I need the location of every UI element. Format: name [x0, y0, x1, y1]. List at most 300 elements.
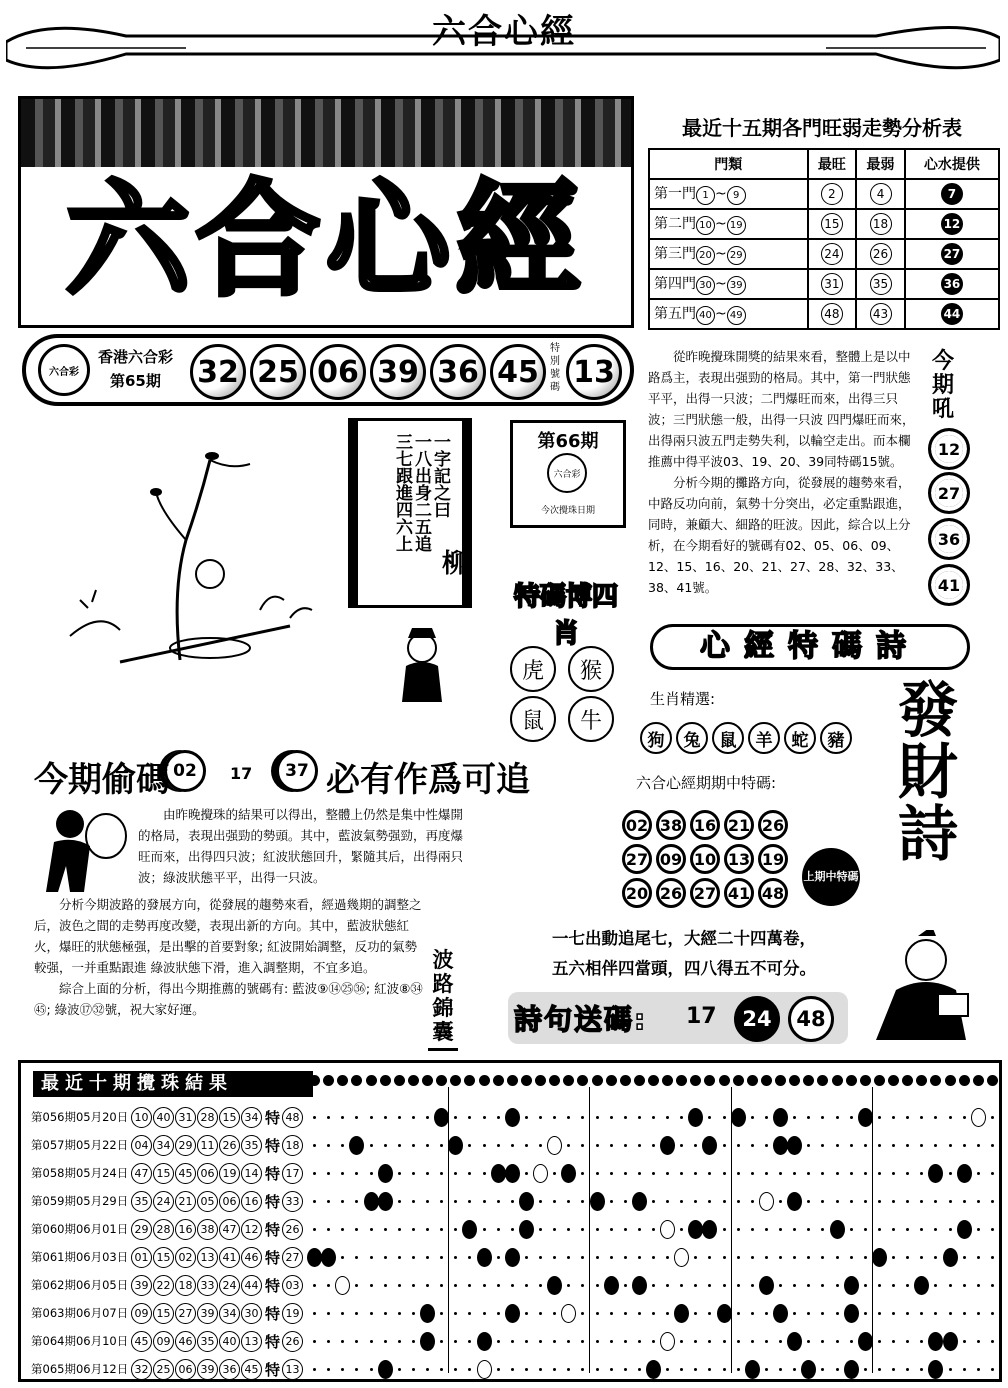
trend-dot [370, 1256, 373, 1259]
trend-dot [341, 1340, 344, 1343]
history-ball: 14 [241, 1163, 262, 1184]
trend-mark [646, 1360, 661, 1379]
trend-dot [807, 1256, 810, 1259]
trend-dot [737, 1200, 740, 1203]
trend-dot [779, 1172, 782, 1175]
zodiac-pick: 猴 [568, 646, 614, 692]
trend-dot [920, 1256, 923, 1259]
history-ball: 24 [219, 1275, 240, 1296]
side-ball: 36 [928, 518, 970, 560]
trend-dot [977, 1228, 980, 1231]
trend-dot [370, 1228, 373, 1231]
trend-mark [519, 1220, 534, 1239]
hot-number: 2 [821, 183, 843, 205]
history-ball: 15 [153, 1163, 174, 1184]
trend-dot [412, 1256, 415, 1259]
history-row [31, 1131, 304, 1159]
trend-dot [610, 1144, 613, 1147]
trend-mark [773, 1136, 788, 1155]
trend-dot [821, 1312, 824, 1315]
result-ball: 36 [430, 344, 486, 400]
trend-dot [581, 1228, 584, 1231]
history-ball: 15 [153, 1247, 174, 1268]
history-ball: 18 [175, 1275, 196, 1296]
trend-dot [906, 1368, 909, 1371]
trend-dot [412, 1340, 415, 1343]
trend-dot [370, 1368, 373, 1371]
trend-dot [468, 1256, 471, 1259]
trend-dot [878, 1116, 881, 1119]
thief-illustration [40, 806, 130, 892]
trend-mark [307, 1248, 322, 1267]
history-ball: 41 [219, 1247, 240, 1268]
trend-dot [850, 1144, 853, 1147]
cold-number: 26 [870, 243, 892, 265]
trend-dot [581, 1256, 584, 1259]
trend-mark [335, 1276, 350, 1295]
trend-dot [384, 1312, 387, 1315]
trend-header-ball [337, 1075, 348, 1086]
history-ball: 32 [131, 1359, 152, 1380]
trend-dot [694, 1284, 697, 1287]
trend-dot [539, 1340, 542, 1343]
trend-dot [666, 1116, 669, 1119]
hit-number-ball: 13 [724, 844, 754, 874]
trend-dot [765, 1340, 768, 1343]
trend-mark [448, 1136, 463, 1155]
steal-tagline: 必有作爲可追 [326, 760, 530, 800]
trend-dot [596, 1116, 599, 1119]
trend-dot [341, 1200, 344, 1203]
trend-mark [943, 1248, 958, 1267]
trend-dot [355, 1116, 358, 1119]
trend-dot [468, 1172, 471, 1175]
range-from: 40 [696, 306, 715, 325]
trend-dot [454, 1172, 457, 1175]
trend-dot [355, 1228, 358, 1231]
history-ball: 45 [131, 1331, 152, 1352]
trend-dot [949, 1200, 952, 1203]
trend-dot [807, 1144, 810, 1147]
history-ball: 24 [153, 1191, 174, 1212]
trend-dot [581, 1312, 584, 1315]
trend-dot [821, 1368, 824, 1371]
trend-mark [830, 1220, 845, 1239]
trend-dot [355, 1172, 358, 1175]
trend-dot [906, 1340, 909, 1343]
hit-number-ball: 02 [622, 810, 652, 840]
trend-header-ball [916, 1075, 927, 1086]
trend-dot [723, 1228, 726, 1231]
trend-dot [991, 1172, 994, 1175]
trend-dot [934, 1228, 937, 1231]
trend-dot [708, 1340, 711, 1343]
trend-dot [610, 1340, 613, 1343]
cold-number: 35 [870, 273, 892, 295]
trend-dot [553, 1200, 556, 1203]
history-special-ball: 18 [282, 1135, 303, 1156]
trend-dot [468, 1116, 471, 1119]
trend-dot [963, 1284, 966, 1287]
trend-dot [666, 1312, 669, 1315]
trend-mark [759, 1276, 774, 1295]
trend-dot [610, 1312, 613, 1315]
history-ball: 47 [219, 1219, 240, 1240]
trend-dot [949, 1144, 952, 1147]
scholar-illustration [392, 622, 462, 706]
trend-dot [426, 1228, 429, 1231]
trend-dot [454, 1200, 457, 1203]
hit-number-ball: 26 [656, 878, 686, 908]
trend-dot [991, 1200, 994, 1203]
trend-dot [864, 1284, 867, 1287]
special-ball: 13 [566, 344, 622, 400]
trend-header-ball [535, 1075, 546, 1086]
trend-dot [906, 1312, 909, 1315]
trend-dot [991, 1256, 994, 1259]
trend-dot [638, 1116, 641, 1119]
trend-dot [539, 1144, 542, 1147]
trend-dot [723, 1200, 726, 1203]
trend-dot [708, 1312, 711, 1315]
history-date: 第061期06月03日 [31, 1250, 129, 1264]
history-ball: 06 [219, 1191, 240, 1212]
trend-header-ball [945, 1075, 956, 1086]
trend-dot [624, 1368, 627, 1371]
history-ball: 46 [241, 1247, 262, 1268]
trend-dot [567, 1228, 570, 1231]
history-ball: 45 [241, 1359, 262, 1380]
trend-dot [751, 1144, 754, 1147]
trend-header-ball [747, 1075, 758, 1086]
history-panel [18, 1060, 1002, 1382]
trend-dot [412, 1200, 415, 1203]
trend-dot [581, 1340, 584, 1343]
history-ball: 44 [241, 1275, 262, 1296]
trend-header-ball [662, 1075, 673, 1086]
history-ball: 26 [219, 1135, 240, 1156]
trend-dot [793, 1368, 796, 1371]
trend-dot [934, 1256, 937, 1259]
trend-dot [751, 1284, 754, 1287]
trend-dot [694, 1144, 697, 1147]
trend-mark [533, 1164, 548, 1183]
trend-dot [807, 1116, 810, 1119]
trend-dot [680, 1228, 683, 1231]
next-issue-title: 第66期 [537, 431, 599, 452]
trend-dot [836, 1340, 839, 1343]
trend-dot [483, 1116, 486, 1119]
trend-header-ball [422, 1075, 433, 1086]
trend-dot [412, 1284, 415, 1287]
trend-dot [638, 1312, 641, 1315]
trend-dot [610, 1256, 613, 1259]
range-from: 30 [696, 276, 715, 295]
trend-dot [525, 1284, 528, 1287]
wave-tips-label: 波路錦囊 [428, 948, 458, 1051]
trend-dot [313, 1172, 316, 1175]
trend-dot [836, 1200, 839, 1203]
trend-dot [483, 1200, 486, 1203]
trend-dot [638, 1228, 641, 1231]
trend-mark [505, 1108, 520, 1127]
trend-dot [567, 1256, 570, 1259]
history-row [31, 1103, 304, 1131]
special-mark: 特 [265, 1164, 281, 1183]
trend-header-ball [577, 1075, 588, 1086]
trend-dot [412, 1312, 415, 1315]
hot-number: 48 [821, 303, 843, 325]
range-to: 39 [727, 276, 746, 295]
history-ball: 30 [241, 1303, 262, 1324]
trend-mark [957, 1220, 972, 1239]
history-date: 第063期06月07日 [31, 1306, 129, 1320]
trend-dot [483, 1284, 486, 1287]
trend-dot [398, 1144, 401, 1147]
history-ball: 02 [175, 1247, 196, 1268]
trend-divider [448, 1087, 449, 1373]
trend-dot [892, 1172, 895, 1175]
history-ball: 11 [197, 1135, 218, 1156]
pick-number: 44 [941, 303, 963, 325]
trend-dot [440, 1172, 443, 1175]
trend-header-ball [563, 1075, 574, 1086]
history-title: 最近十期攪珠結果 [33, 1071, 313, 1097]
trend-dot [624, 1312, 627, 1315]
trend-dot [313, 1368, 316, 1371]
analysis-row: 第五門 40 ~ 49 48 43 44 [649, 299, 999, 329]
trend-mark [660, 1332, 675, 1351]
trend-dot [412, 1116, 415, 1119]
trend-dot [694, 1340, 697, 1343]
trend-mark [957, 1164, 972, 1183]
trend-dot [581, 1144, 584, 1147]
trend-dot [652, 1340, 655, 1343]
trend-dot [737, 1144, 740, 1147]
trend-dot [864, 1312, 867, 1315]
right-analysis-p1: 從昨晚攪珠開獎的結果來看，整體上是以中路爲主，表現出强勁的格局。其中，第一門狀態平平，出得一只波；二門爆旺而來，出得三只波；三門狀態一般，出得一只波 四門爆旺而來，出得兩只波五門走勢失利，以輪空走出。而本欄推薦中得平波03、19、20、39同特碼15號。 [648, 349, 915, 469]
trend-dot [737, 1284, 740, 1287]
trend-dot [652, 1172, 655, 1175]
trend-dot [596, 1368, 599, 1371]
trend-dot [525, 1312, 528, 1315]
trend-dot [525, 1368, 528, 1371]
hit-number-ball: 38 [656, 810, 686, 840]
trend-dot [708, 1284, 711, 1287]
trend-dot [963, 1256, 966, 1259]
result-ball: 39 [370, 344, 426, 400]
trend-dot [581, 1284, 584, 1287]
trend-dot [906, 1284, 909, 1287]
trend-dot [920, 1340, 923, 1343]
trend-dot [327, 1172, 330, 1175]
history-row [31, 1299, 304, 1327]
trend-dot [963, 1144, 966, 1147]
trend-mark [561, 1304, 576, 1323]
hot-number: 24 [821, 243, 843, 265]
trend-dot [963, 1200, 966, 1203]
trend-header-ball [479, 1075, 490, 1086]
trend-dot [652, 1312, 655, 1315]
trend-dot [398, 1200, 401, 1203]
trend-dot [638, 1172, 641, 1175]
trend-header-ball [775, 1075, 786, 1086]
trend-dot [977, 1340, 980, 1343]
zodiac-choice: 蛇 [784, 722, 816, 754]
trend-dot [934, 1200, 937, 1203]
trend-mark [745, 1360, 760, 1379]
history-ball: 46 [175, 1331, 196, 1352]
trend-dot [864, 1144, 867, 1147]
trend-mark [872, 1248, 887, 1267]
trend-dot [454, 1284, 457, 1287]
zodiac-choice: 豬 [820, 722, 852, 754]
history-ball: 16 [175, 1219, 196, 1240]
history-ball: 45 [175, 1163, 196, 1184]
trend-header-ball [846, 1075, 857, 1086]
trend-dot [652, 1228, 655, 1231]
trend-dot [398, 1256, 401, 1259]
trend-dot [765, 1256, 768, 1259]
trend-dot [920, 1172, 923, 1175]
trend-dot [341, 1172, 344, 1175]
trend-header-ball [888, 1075, 899, 1086]
trend-mark [787, 1192, 802, 1211]
trend-header-ball [507, 1075, 518, 1086]
trend-dot [596, 1256, 599, 1259]
hit-number-ball: 27 [622, 844, 652, 874]
trend-dot [412, 1228, 415, 1231]
trend-dot [920, 1144, 923, 1147]
trend-dot [440, 1312, 443, 1315]
trend-dot [567, 1284, 570, 1287]
trend-dot [892, 1228, 895, 1231]
trend-dot [313, 1340, 316, 1343]
trend-dot [581, 1116, 584, 1119]
analysis-table-title: 最近十五期各門旺弱走勢分析表 [682, 116, 962, 140]
trend-header-ball [733, 1075, 744, 1086]
cold-number: 18 [870, 213, 892, 235]
trend-dot [836, 1312, 839, 1315]
side-ball: 41 [928, 564, 970, 606]
trend-dot [454, 1368, 457, 1371]
trend-dot [949, 1172, 952, 1175]
history-ball: 31 [175, 1107, 196, 1128]
trend-dot [991, 1312, 994, 1315]
trend-dot [497, 1256, 500, 1259]
prev-hit-badge: 上期中特碼 [802, 848, 860, 906]
trend-dot [708, 1256, 711, 1259]
trend-dot [680, 1200, 683, 1203]
trend-dot [723, 1172, 726, 1175]
trend-dot [977, 1144, 980, 1147]
trend-dot [878, 1284, 881, 1287]
trend-dot [398, 1340, 401, 1343]
trend-header-ball [761, 1075, 772, 1086]
range-from: 20 [696, 246, 715, 265]
trend-mark [462, 1220, 477, 1239]
trend-header-ball [648, 1075, 659, 1086]
hot-number: 31 [821, 273, 843, 295]
history-special-ball: 13 [282, 1359, 303, 1380]
trend-dot [398, 1284, 401, 1287]
trend-dot [878, 1144, 881, 1147]
result-ball: 45 [490, 344, 546, 400]
lottery-logo: 六合彩 [38, 344, 90, 396]
trend-dot [624, 1144, 627, 1147]
trend-dot [864, 1200, 867, 1203]
trend-dot [440, 1340, 443, 1343]
history-ball: 29 [131, 1219, 152, 1240]
history-date: 第059期05月29日 [31, 1194, 129, 1208]
trend-dot [991, 1228, 994, 1231]
range-from: 1 [696, 186, 715, 205]
history-row [31, 1187, 304, 1215]
trend-dot [765, 1116, 768, 1119]
trend-dot [511, 1340, 514, 1343]
trend-dot [836, 1256, 839, 1259]
trend-mark [491, 1164, 506, 1183]
history-ball: 15 [153, 1303, 174, 1324]
trend-dot [765, 1172, 768, 1175]
history-ball: 35 [197, 1331, 218, 1352]
trend-mark [604, 1276, 619, 1295]
trend-dot [652, 1256, 655, 1259]
gift-ball: 24 [734, 996, 780, 1042]
history-date: 第056期05月20日 [31, 1110, 129, 1124]
hit-number-ball: 27 [690, 878, 720, 908]
trend-dot [963, 1312, 966, 1315]
trend-dot [384, 1284, 387, 1287]
pick-number: 7 [941, 183, 963, 205]
trend-dot [327, 1116, 330, 1119]
trend-dot [638, 1368, 641, 1371]
trend-dot [483, 1172, 486, 1175]
trend-dot [850, 1228, 853, 1231]
history-ball: 33 [197, 1275, 218, 1296]
trend-dot [596, 1312, 599, 1315]
history-date: 第062期06月05日 [31, 1278, 129, 1292]
trend-dot [652, 1284, 655, 1287]
trend-mark [914, 1276, 929, 1295]
history-ball: 15 [219, 1107, 240, 1128]
trend-dot [666, 1284, 669, 1287]
trend-dot [807, 1172, 810, 1175]
trend-dot [920, 1228, 923, 1231]
history-ball: 13 [197, 1247, 218, 1268]
trend-dot [313, 1144, 316, 1147]
history-ball: 39 [131, 1275, 152, 1296]
trend-mark [943, 1332, 958, 1351]
trend-dot [355, 1200, 358, 1203]
history-ball: 35 [241, 1135, 262, 1156]
trend-dot [807, 1228, 810, 1231]
trend-dot [723, 1256, 726, 1259]
history-ball: 10 [131, 1107, 152, 1128]
trend-dot [313, 1312, 316, 1315]
zodiac-pick: 牛 [568, 696, 614, 742]
trend-dot [737, 1368, 740, 1371]
trend-dot [497, 1284, 500, 1287]
trend-dot [567, 1340, 570, 1343]
history-ball: 16 [241, 1191, 262, 1212]
trend-dot [624, 1116, 627, 1119]
history-ball: 34 [219, 1303, 240, 1324]
trend-header-ball [464, 1075, 475, 1086]
latest-result-bar [22, 334, 634, 406]
trend-dot [313, 1200, 316, 1203]
trend-dot [327, 1312, 330, 1315]
